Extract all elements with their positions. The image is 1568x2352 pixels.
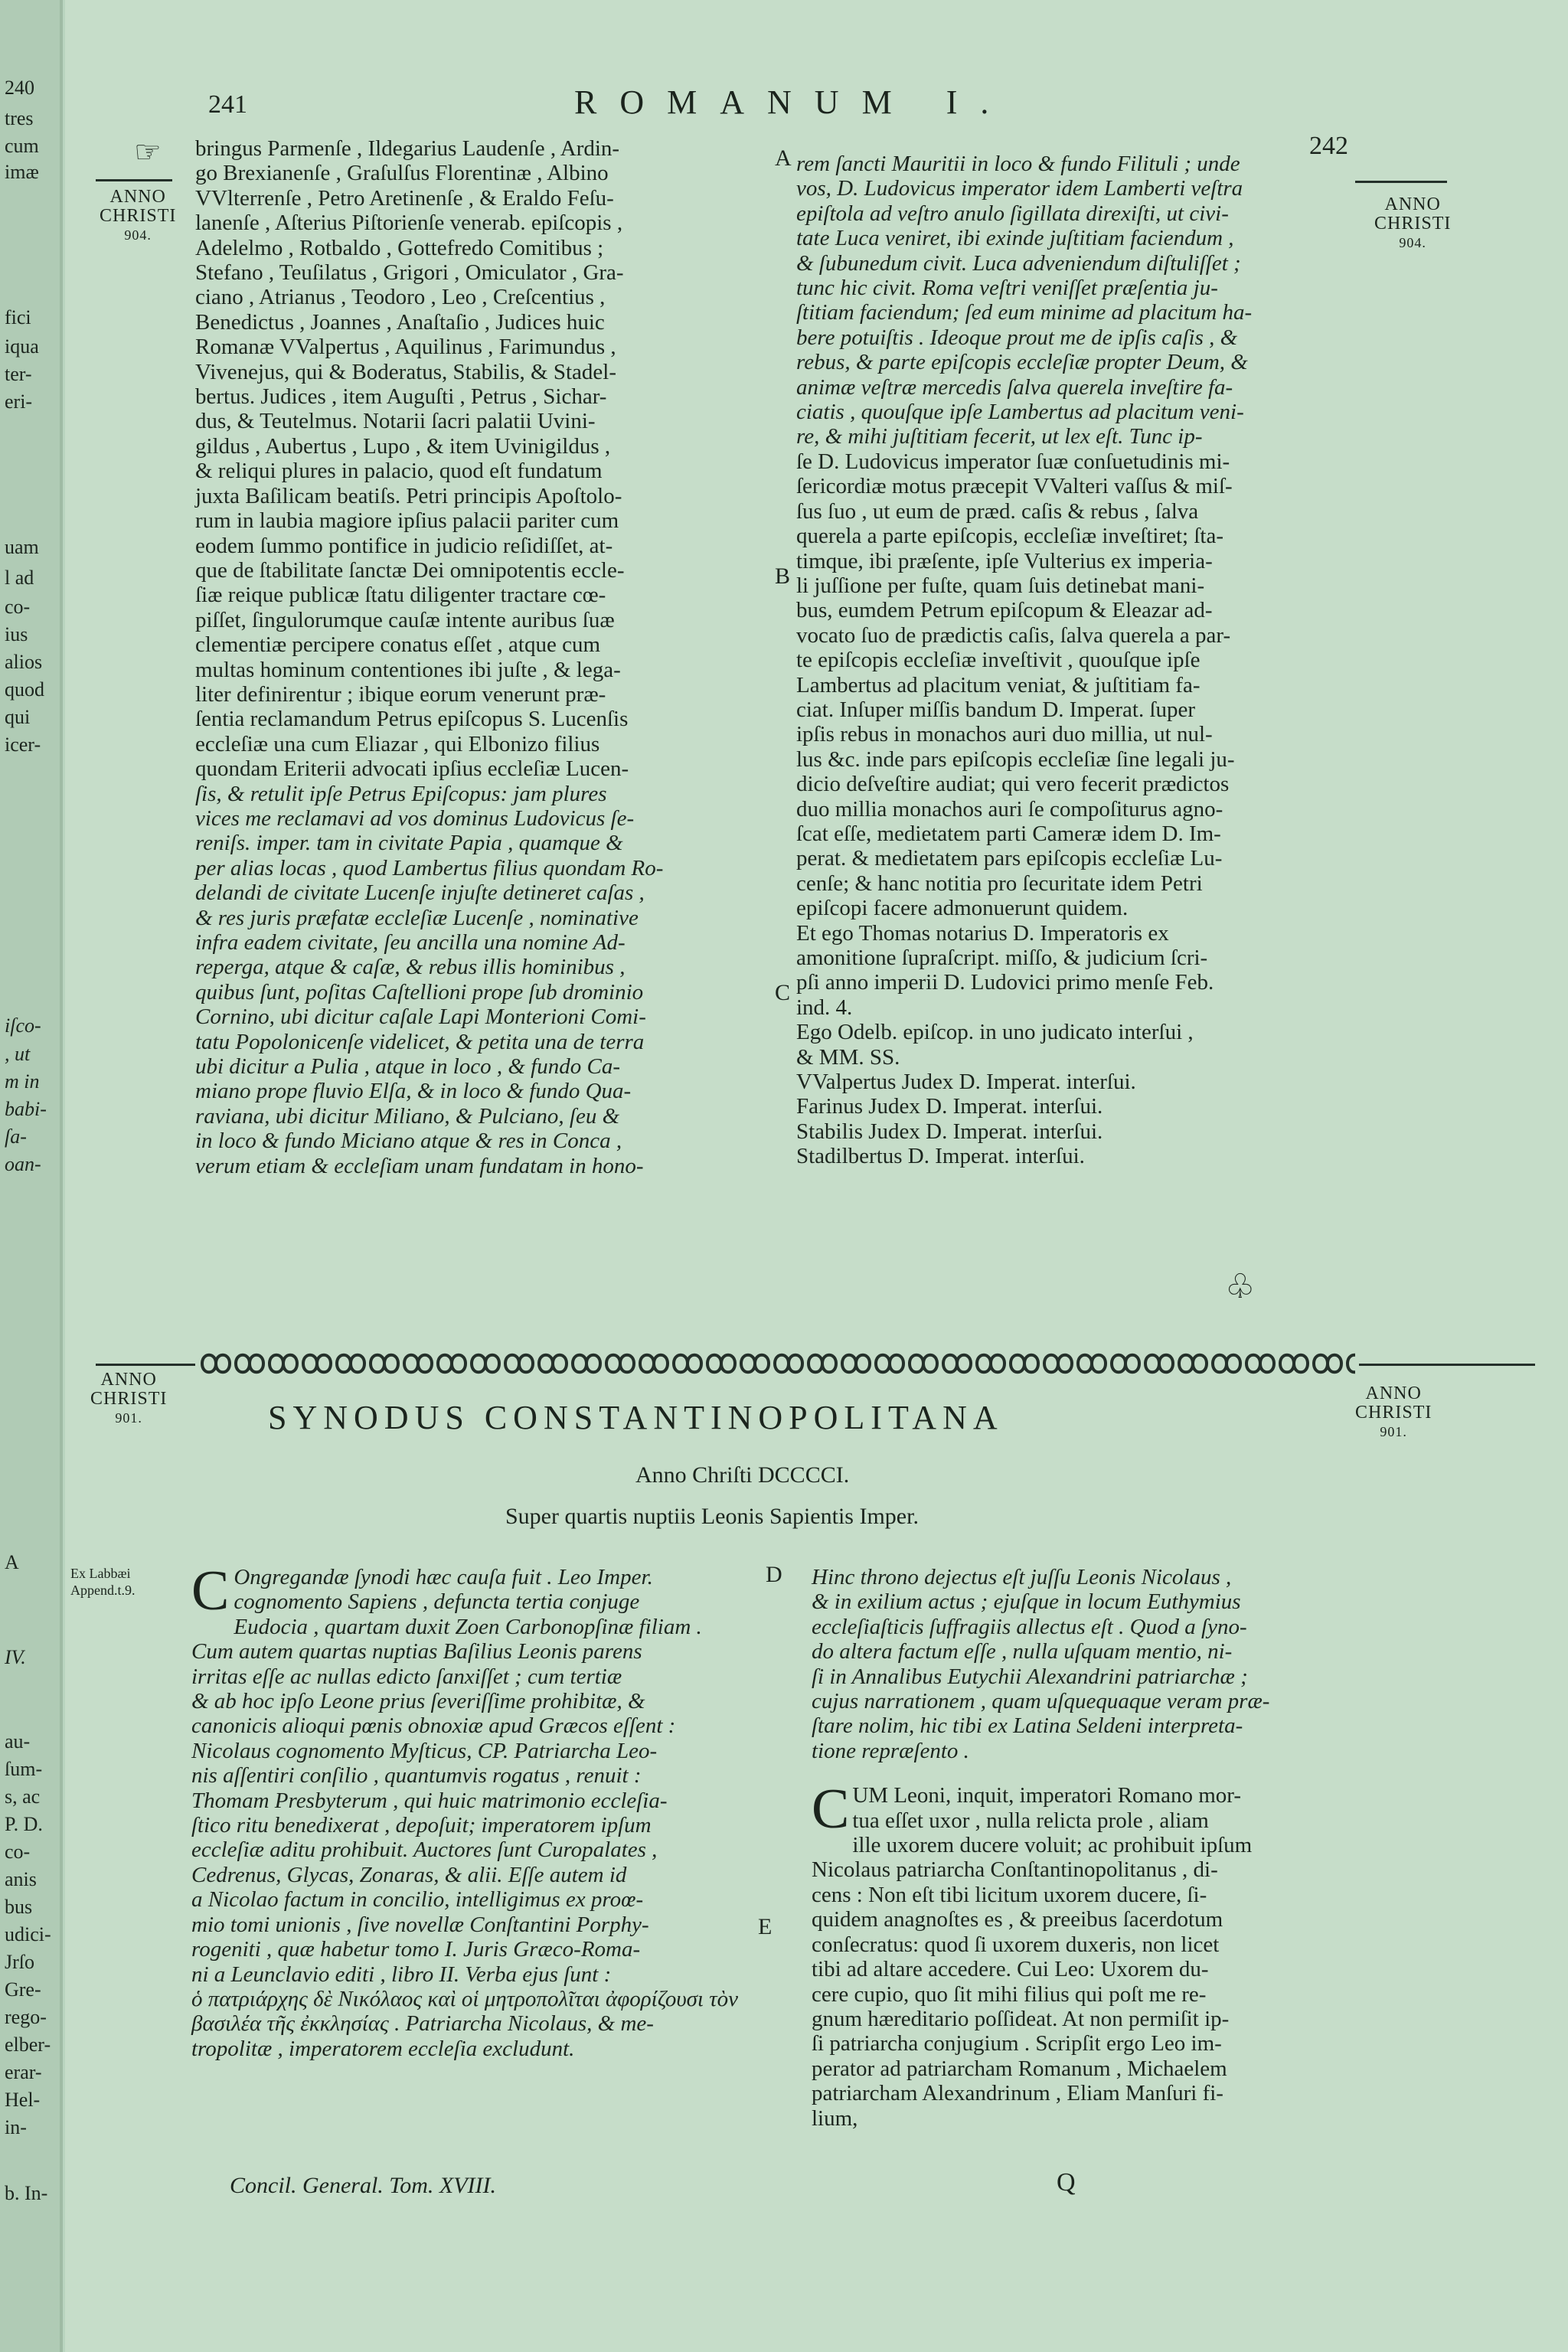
- strip-text: au-: [5, 1730, 31, 1753]
- bottom-right-column: [812, 1565, 1363, 2131]
- footer-text: Concil. General. Tom. XVIII.: [230, 2173, 497, 2198]
- strip-text: s, ac: [5, 1785, 41, 1808]
- synod-subtitle: Super quartis nuptiis Leonis Sapientis Imper.: [505, 1504, 919, 1529]
- ornament-knot: [674, 1355, 701, 1373]
- text-line: nis aſſentiri conſilio , quantumvis rogatus , renuit :: [191, 1763, 642, 1788]
- ornament-knot: [808, 1355, 836, 1373]
- text-line: tropolitæ , imperatorem eccleſia excludunt.: [191, 2036, 575, 2061]
- text-line: lanenſe , Aſterius Piſtorienſe venerab. epiſcopis ,: [195, 211, 623, 236]
- top-left-column: [195, 136, 769, 1178]
- ornament-knot: [876, 1355, 903, 1373]
- text-line: verum etiam & eccleſiam unam fundatam in hono-: [195, 1153, 644, 1178]
- text-line: multas hominum contentiones ibi juſte , & lega-: [195, 657, 621, 682]
- text-line: tunc hic civit. Roma veſtri veniſſet præſentia ju-: [796, 276, 1218, 301]
- strip-text: Hel-: [5, 2089, 41, 2111]
- ornament-knot: [1314, 1355, 1341, 1373]
- text-line: tua eſſet uxor , nulla relicta prole , aliam: [852, 1808, 1209, 1833]
- strip-text: eri-: [5, 390, 33, 413]
- strip-text: fici: [5, 306, 31, 328]
- strip-text: co-: [5, 596, 31, 618]
- text-line: & in exilium actus ; ejuſque in locum Euthymius: [812, 1589, 1241, 1615]
- text-line: cujus narrationem , quam uſquequaque veram præ-: [812, 1689, 1270, 1714]
- drop-capital: C: [191, 1560, 230, 1622]
- text-line: a Nicolao factum in concilio, intelligimus ex proœ-: [191, 1887, 644, 1913]
- text-line: quidem anagnoſtes es , & preeibus ſacerdotum: [812, 1907, 1223, 1932]
- ornament-knot: [910, 1355, 937, 1373]
- text-line: Ego Odelb. epiſcop. in uno judicato interſui ,: [796, 1020, 1194, 1045]
- year-text: 904.: [1399, 235, 1426, 250]
- text-line: ubi dicitur a Pulia , atque in loco , & fundo Ca-: [195, 1054, 620, 1080]
- text-line: amonitione ſupraſcript. miſſo, & judicium ſcri-: [796, 946, 1208, 970]
- ornament-knot: [1145, 1355, 1173, 1373]
- ornament-knot: [707, 1355, 735, 1373]
- right-page-number: 242: [1309, 132, 1348, 160]
- strip-text: babi-: [5, 1098, 47, 1120]
- text-line: Cedrenus, Glycas, Zonaras, & alii. Eſſe autem id: [191, 1862, 627, 1887]
- text-line: Eudocia , quartam duxit Zoen Carbonopſinæ filiam .: [234, 1614, 702, 1639]
- bottom-right-text: [812, 1778, 1363, 2131]
- text-line: ſericordiæ motus præcepit VValteri vaſſus & miſ-: [796, 474, 1233, 499]
- text-line: bringus Parmenſe , Ildegarius Laudenſe , Ardin-: [195, 136, 620, 161]
- text-line: Nicolaus cognomento Myſticus, CP. Patriarcha Leo-: [191, 1738, 658, 1763]
- ornament-knot: [606, 1355, 634, 1373]
- section-rule-right: [1359, 1364, 1535, 1366]
- text-line: dus, & Teutelmus. Notarii ſacri palatii Uvini-: [195, 409, 596, 434]
- strip-text: P. D.: [5, 1813, 43, 1835]
- strip-text: ſa-: [5, 1125, 27, 1148]
- strip-text: icer-: [5, 733, 41, 756]
- strip-text: A: [5, 1551, 19, 1573]
- text-line: lus &c. inde pars epiſcopis eccleſiæ ſine legali ju-: [796, 746, 1235, 772]
- text-line: & MM. SS.: [796, 1044, 900, 1070]
- source-note-line: Ex Labbæi: [70, 1566, 131, 1581]
- ornament-knot: [640, 1355, 668, 1373]
- text-line: tate Luca veniret, ibi exinde juſtitiam faciendum ,: [796, 226, 1234, 251]
- text-line: tibi ad altare accedere. Cui Leo: Uxorem du-: [812, 1957, 1209, 1982]
- ornament-knot: [438, 1355, 466, 1373]
- ornament-knot: [775, 1355, 802, 1373]
- text-line: rem ſancti Mauritii in loco & fundo Filituli ; unde: [796, 152, 1240, 176]
- text-line: VVlterrenſe , Petro Aretinenſe , & Eraldo Feſu-: [195, 185, 614, 211]
- text-line: dicio deſveſtire audiat; qui vero fecerit prædictos: [796, 772, 1230, 797]
- text-line: ciatis , quouſque ipſe Lambertus ad placitum veni-: [796, 400, 1244, 425]
- signature-footer: [230, 2173, 496, 2199]
- ornament-knot: [573, 1355, 600, 1373]
- strip-text: cum: [5, 135, 39, 157]
- year-text: 904.: [124, 227, 152, 243]
- ornament-knot: [1348, 1355, 1355, 1373]
- ornamental-band: [199, 1348, 1355, 1380]
- text-line: Hinc throno dejectus eſt juſſu Leonis Nicolaus ,: [812, 1565, 1232, 1589]
- strip-text: rego-: [5, 2006, 47, 2028]
- text-line: Vivenejus, qui & Boderatus, Stabilis, & Stadel-: [195, 359, 617, 384]
- text-line: timque, ibi præſente, ipſe Vulterius ex imperia-: [796, 548, 1213, 573]
- text-line: Ongregandæ ſynodi hæc cauſa fuit . Leo Imper.: [234, 1565, 653, 1589]
- text-line: ciat. Inſuper miſſis bandum D. Imperat. ſuper: [796, 697, 1196, 722]
- strip-text: ius: [5, 623, 28, 645]
- ornament-knot: [842, 1355, 870, 1373]
- text-line: cere cupio, quo ſit mihi filius qui poſt me re-: [812, 1981, 1207, 2007]
- strip-text: b. In-: [5, 2182, 48, 2204]
- source-note: [70, 1565, 136, 1599]
- strip-text: oan-: [5, 1153, 41, 1175]
- text-line: Thomam Presbyterum , qui huic matrimonio eccleſia-: [191, 1788, 668, 1813]
- text-line: gildus , Aubertus , Lupo , & item Uvinigildus ,: [195, 433, 611, 459]
- text-line: cenſe; & hanc notitia pro ſecuritate idem Petri: [796, 871, 1203, 896]
- text-line: patriarcham Alexandrinum , Eliam Manſuri fi-: [812, 2081, 1223, 2106]
- source-note-line: Append.t.9.: [70, 1583, 136, 1598]
- text-line: cognomento Sapiens , defuncta tertia conjuge: [234, 1589, 640, 1615]
- text-line: ſtico ritu benedixerat , depoſuit; imperatorem ipſum: [191, 1813, 652, 1838]
- strip-text: Gre-: [5, 1978, 41, 2001]
- text-line: ſtitiam faciendum; ſed eum minime ad placitum ha-: [796, 300, 1253, 325]
- text-line: juxta Baſilicam beatiſs. Petri principis Apoſtolo-: [195, 483, 622, 508]
- strip-text: iqua: [5, 335, 39, 358]
- text-line: reperga, atque & caſæ, & rebus illis hominibus ,: [195, 955, 626, 980]
- anno-christi-label: [100, 188, 176, 245]
- text-line: Adelelmo , Rotbaldo , Gottefredo Comitibus ;: [195, 235, 604, 260]
- text-line: ſi in Annalibus Eutychii Alexandrini patriarchæ ;: [812, 1664, 1248, 1689]
- ornament-knot: [1011, 1355, 1038, 1373]
- text-line: ſis, & retulit ipſe Petrus Epiſcopus: jam plures: [195, 781, 607, 806]
- strip-text: ſum-: [5, 1758, 43, 1780]
- section-rule-left: [96, 1364, 195, 1366]
- ornament-knot: [1044, 1355, 1072, 1373]
- text-line: miano prope fluvio Elſa, & in loco & fundo Qua-: [195, 1079, 632, 1104]
- strip-text: Jrſo: [5, 1951, 34, 1973]
- ornament-knot: [505, 1355, 533, 1373]
- ornament-knot: [741, 1355, 769, 1373]
- ornament-knot: [977, 1355, 1004, 1373]
- text-line: bere potuiſtis . Ideoque prout me de ipſis caſis , &: [796, 325, 1238, 350]
- text-line: Benedictus , Joannes , Anaſtaſio , Judices huic: [195, 309, 605, 335]
- text-line: ſus ſuo , ut eum de præd. caſis & rebus , ſalva: [796, 498, 1199, 524]
- text-line: Cornino, ubi dicitur caſale Lapi Monterioni Comi-: [195, 1004, 646, 1030]
- text-line: ſtare nolim, hic tibi ex Latina Seldeni interpreta-: [812, 1713, 1243, 1739]
- ornament-knot: [404, 1355, 432, 1373]
- ornament-knot: [270, 1355, 297, 1373]
- strip-text: m in: [5, 1070, 40, 1093]
- text-line: te epiſcopis eccleſiæ inveſtivit , quouſque ipſe: [796, 648, 1200, 673]
- text-line: bertus. Judices , item Auguſti , Petrus , Sichar-: [195, 384, 607, 410]
- text-line: tatu Popolonicenſe videlicet, & petita una de terra: [195, 1029, 645, 1054]
- strip-text: anis: [5, 1868, 37, 1890]
- text-line: eodem ſummo pontifice in judicio reſidiſſet, at-: [195, 533, 613, 558]
- text-line: eccleſiæ aditu prohibuit. Auctores ſunt Curopalates ,: [191, 1838, 658, 1863]
- strip-text: tres: [5, 107, 34, 129]
- ornament-knot: [303, 1355, 331, 1373]
- strip-text: iſco-: [5, 1014, 41, 1037]
- text-line: animæ veſtræ mercedis ſalva querela inveſtire fa-: [796, 374, 1233, 400]
- ornament-knot: [472, 1355, 499, 1373]
- text-line: bus, eumdem Petrum epiſcopum & Eleazar ad-: [796, 598, 1213, 623]
- text-line: querela a parte epiſcopis, eccleſiæ inveſtiret; ſta-: [796, 524, 1223, 549]
- strip-text: in-: [5, 2116, 27, 2138]
- strip-text: uam: [5, 536, 39, 558]
- text-line: mio tomi unionis , ſive novellæ Conſtantini Porphy-: [191, 1912, 649, 1937]
- text-line: quondam Eriterii advocati ipſius eccleſiæ Lucen-: [195, 756, 629, 782]
- text-line: Nicolaus patriarcha Conſtantinopolitanus , di-: [812, 1857, 1218, 1883]
- text-line: li juſſione per fuſte, quam ſuis detinebat mani-: [796, 573, 1205, 598]
- ornament-knot: [1078, 1355, 1106, 1373]
- text-line: ſi patriarcha conjugium . Scripſit ergo Leo im-: [812, 2031, 1222, 2056]
- text-line: UM Leoni, inquit, imperatori Romano mor-: [852, 1783, 1242, 1808]
- text-line: eccleſiæ una cum Eliazar , qui Elbonizo filius: [195, 731, 600, 756]
- text-line: rum in laubia magiore ipſius palacii pariter cum: [195, 508, 619, 534]
- text-line: Romanæ VValpertus , Aquilinus , Farimundus ,: [195, 335, 616, 360]
- text-line: cens : Non eſt tibi licitum uxorem ducere, ſi-: [812, 1882, 1207, 1907]
- signature-mark: Q: [1057, 2168, 1076, 2197]
- adjacent-page-strip: [0, 0, 63, 2352]
- text-line: rogeniti , quæ habetur tomo I. Juris Græco-Roma-: [191, 1937, 641, 1962]
- ornament-knot: [1179, 1355, 1207, 1373]
- top-right-column: [796, 152, 1393, 1169]
- text-line: ille uxorem ducere voluit; ac prohibuit ipſum: [852, 1833, 1253, 1858]
- ornament-knot: [943, 1355, 971, 1373]
- ornament-knot: [202, 1355, 230, 1373]
- text-line: go Brexianenſe , Graſulſus Florentinæ , Albino: [195, 161, 609, 186]
- text-line: eccleſiaſticis ſuffragiis allectus eſt . Quod a ſyno-: [812, 1614, 1247, 1639]
- column-letter: C: [775, 980, 791, 1005]
- text-line: infra eadem civitate, ſeu ancilla una nomine Ad-: [195, 930, 626, 955]
- column-letter: E: [758, 1914, 773, 1939]
- ornament-knot: [1112, 1355, 1139, 1373]
- christi-text: CHRISTI: [100, 206, 177, 226]
- margin-rule: [96, 179, 172, 181]
- text-line: Et ego Thomas notarius D. Imperatoris ex: [796, 920, 1169, 946]
- text-line: rebus, & parte epiſcopis eccleſiæ propter Deum, &: [796, 350, 1248, 375]
- text-line: piſſet, ſingulorumque cauſæ intente auribus ſuæ: [195, 607, 615, 632]
- strip-text: udici-: [5, 1923, 51, 1945]
- text-line: duo millia monachos auri ſe compoſiturus agno-: [796, 796, 1223, 822]
- strip-text: IV.: [5, 1646, 26, 1668]
- strip-text: alios: [5, 651, 43, 673]
- christi-text: CHRISTI: [90, 1389, 168, 1409]
- ornament-knot: [337, 1355, 364, 1373]
- text-line: ὁ πατριάρχης δὲ Νικόλαος καὶ οἱ μητροπολῖται ἀφορίζουσι τὸν: [191, 1986, 738, 2011]
- strip-text: l ad: [5, 567, 34, 589]
- column-letter: B: [775, 564, 791, 589]
- strip-text: quod: [5, 678, 44, 701]
- text-line: liter definirentur ; ibique eorum venerunt præ-: [195, 681, 606, 707]
- text-line: quibus ſunt, poſitas Caſtellioni prope ſub drominio: [195, 979, 644, 1004]
- text-line: pſi anno imperii D. Ludovici primo menſe Feb.: [796, 970, 1214, 995]
- text-line: epiſcopi facere admonuerunt quidem.: [796, 896, 1129, 921]
- text-line: ind. 4.: [796, 995, 853, 1020]
- text-line: conſecratus: quod ſi uxorem duxeris, non licet: [812, 1932, 1220, 1957]
- strip-text: , ut: [5, 1043, 31, 1065]
- text-line: clementiæ percipere conatus eſſet , atque cum: [195, 632, 601, 658]
- strip-text: bus: [5, 1896, 33, 1918]
- strip-text: qui: [5, 706, 31, 728]
- strip-text: 240: [5, 77, 34, 99]
- strip-text: elber-: [5, 2034, 51, 2056]
- text-line: perat. & medietatem pars epiſcopis eccleſiæ Lu-: [796, 846, 1223, 871]
- text-line: ſentia reclamandum Petrus epiſcopus S. Lucenſis: [195, 707, 629, 732]
- text-line: irritas eſſe ac nullas edicto ſanxiſſet ; cum tertiæ: [191, 1664, 622, 1689]
- text-line: ſcat eſſe, medietatem parti Cameræ idem D. Im-: [796, 821, 1221, 846]
- year-text: 901.: [115, 1410, 142, 1426]
- text-line: ciano , Atrianus , Teodoro , Leo , Creſcentius ,: [195, 285, 606, 310]
- text-line: Cum autem quartas nuptias Baſilius Leonis parens: [191, 1639, 642, 1664]
- text-line: tione repræſento .: [812, 1738, 969, 1763]
- ornament-fleuron-icon: ♧: [1225, 1268, 1256, 1305]
- anno-text: ANNO: [1384, 194, 1441, 214]
- text-line: vices me reclamavi ad vos dominus Ludovicus ſe-: [195, 805, 635, 831]
- text-line: que de ſtabilitate ſanctæ Dei omnipotentis eccle-: [195, 557, 625, 583]
- anno-text: ANNO: [100, 1370, 157, 1390]
- anno-text: ANNO: [1365, 1383, 1422, 1403]
- bottom-left-text: [191, 1560, 773, 2061]
- text-line: vos, D. Ludovicus imperator idem Lamberti veſtra: [796, 176, 1243, 201]
- text-line: in loco & fundo Miciano atque & res in Conca ,: [195, 1129, 622, 1154]
- text-line: canonicis alioqui pœnis obnoxiæ apud Græcos eſſent :: [191, 1713, 676, 1739]
- synod-year: Anno Chriſti DCCCCI.: [635, 1462, 850, 1488]
- ornament-knot: [1213, 1355, 1240, 1373]
- text-line: ni a Leunclavio editi , libro II. Verba ejus ſunt :: [191, 1962, 612, 1987]
- drop-capital: C: [812, 1778, 850, 1841]
- strip-text: imæ: [5, 161, 39, 183]
- text-line: do altera factum eſſe , nulla uſquam mentio, ni-: [812, 1639, 1233, 1664]
- bottom-right-italic-text: [812, 1565, 1363, 1763]
- text-line: Stabilis Judex D. Imperat. interſui.: [796, 1119, 1103, 1144]
- text-line: raviana, ubi dicitur Miliano, & Pulciano, ſeu &: [195, 1103, 620, 1129]
- text-line: Stadilbertus D. Imperat. interſui.: [796, 1144, 1085, 1169]
- left-page-number: 241: [208, 90, 247, 119]
- text-line: VValpertus Judex D. Imperat. interſui.: [796, 1070, 1136, 1095]
- text-line: & ab hoc ipſo Leone prius ſeveriſſime prohibitæ, &: [191, 1689, 645, 1714]
- anno-text: ANNO: [109, 187, 166, 207]
- text-line: ipſis rebus in monachos auri duo millia, ut nul-: [796, 722, 1213, 747]
- bottom-left-column: [191, 1560, 773, 2061]
- text-line: ſiæ reique publicæ ſtatu diligenter tractare cœ-: [195, 583, 606, 608]
- christi-text: CHRISTI: [1355, 1403, 1432, 1423]
- synod-title: SYNODUS CONSTANTINOPOLITANA: [268, 1399, 1004, 1436]
- ornament-knot: [1280, 1355, 1308, 1373]
- text-line: βασιλέα τῆς ἐκκλησίας . Patriarcha Nicolaus, & me-: [191, 2011, 654, 2037]
- anno-christi-label: [1355, 1384, 1432, 1442]
- text-line: delandi de civitate Lucenſe injuſte detineret caſas ,: [195, 880, 645, 906]
- strip-text: ter-: [5, 363, 32, 385]
- text-line: ſe D. Ludovicus imperator ſuæ conſuetudinis mi-: [796, 449, 1230, 474]
- text-line: per alias locas , quod Lambertus filius quondam Ro-: [195, 855, 664, 880]
- ornament-knot: [236, 1355, 263, 1373]
- text-line: epiſtola ad veſtro anulo ſigillata direxiſti, ut civi-: [796, 201, 1229, 226]
- strip-text: erar-: [5, 2061, 42, 2083]
- column-letter: A: [775, 145, 792, 171]
- ornament-knot: [1246, 1355, 1274, 1373]
- christi-text: CHRISTI: [1374, 214, 1452, 234]
- column-letter: D: [766, 1562, 782, 1587]
- text-line: Farinus Judex D. Imperat. interſui.: [796, 1094, 1103, 1119]
- text-line: & reliqui plures in palacio, quod eſt fundatum: [195, 459, 603, 484]
- text-line: Lambertus ad placitum veniat, & juſtitiam fa-: [796, 672, 1200, 697]
- text-line: Stefano , Teuſilatus , Grigori , Omiculator , Gra-: [195, 260, 624, 286]
- text-line: vocato ſuo de prædictis caſis, ſalva querela a par-: [796, 622, 1231, 648]
- ornament-knot: [371, 1355, 398, 1373]
- text-line: lium,: [812, 2105, 858, 2131]
- text-line: & res juris præfatæ eccleſiæ Lucenſe , nominative: [195, 905, 639, 930]
- anno-christi-label: [90, 1370, 167, 1428]
- year-text: 901.: [1380, 1424, 1407, 1439]
- text-line: gnum hæreditario poſſideat. At non permiſit ip-: [812, 2006, 1230, 2031]
- strip-text: co-: [5, 1841, 31, 1863]
- pointing-hand-icon: ☞: [134, 135, 162, 169]
- text-line: perator ad patriarcham Romanum , Michaelem: [812, 2056, 1227, 2081]
- text-line: reniſs. imper. tam in civitate Papia , quamque &: [195, 831, 623, 856]
- ornament-knot: [539, 1355, 567, 1373]
- running-title: ROMANUM I.: [574, 83, 1012, 121]
- text-line: re, & mihi juſtitiam fecerit, ut lex eſt. Tunc ip-: [796, 424, 1203, 449]
- text-line: & ſubunedum civit. Luca adveniendum diſtuliſſet ;: [796, 250, 1241, 276]
